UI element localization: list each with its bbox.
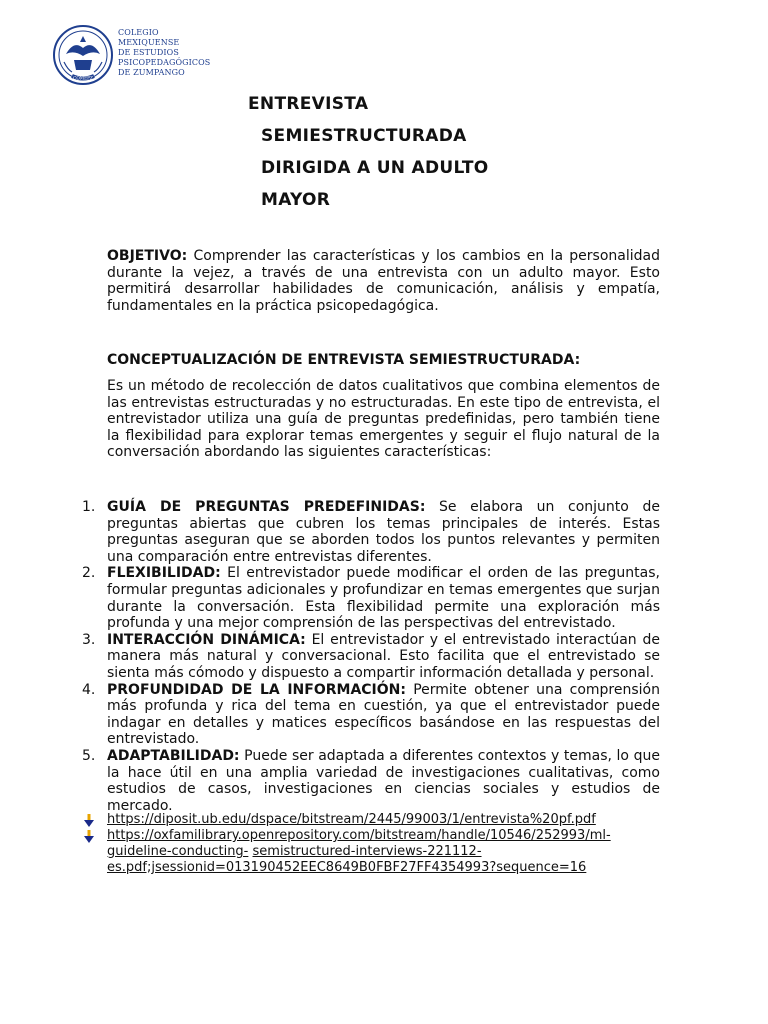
list-number: 2. xyxy=(82,565,96,582)
list-item xyxy=(82,499,660,565)
title-line: DIRIGIDA A UN ADULTO xyxy=(261,158,489,178)
college-name-line: DE ESTUDIOS xyxy=(118,48,179,57)
document-title xyxy=(248,88,488,216)
list-item-label: PROFUNDIDAD DE LA INFORMACIÓN: xyxy=(107,681,406,698)
list-number: 1. xyxy=(82,499,96,515)
references-list xyxy=(84,812,664,876)
objective-paragraph xyxy=(107,248,660,314)
list-item-label: INTERACCIÓN DINÁMICA: xyxy=(107,631,306,648)
reference-link[interactable]: https://diposit.ub.edu/dspace/bitstream/2445/99003/1/entrevista%20pf.pdf xyxy=(107,812,596,827)
college-name-line: PSICOPEDAGÓGICOS xyxy=(118,58,211,67)
title-line: MAYOR xyxy=(261,190,331,210)
reference-link[interactable]: https://oxfamilibrary.openrepository.com/bitstream/handle/10546/252993/ml-guideline-conducting- xyxy=(107,828,611,859)
list-item-text: El entrevistador puede modificar el orden de las preguntas, formular preguntas adicionales y profundizar en temas emergentes que surjan durante la conversación. Esta flexibilidad permite una exploración más profunda y una mejor comprensión de las perspectivas del entrevistado. xyxy=(107,565,660,632)
list-item-label: ADAPTABILIDAD: xyxy=(107,747,240,764)
list-number: 4. xyxy=(82,681,96,698)
seal-text: COMEPZ xyxy=(73,75,93,81)
title-line: ENTREVISTA xyxy=(248,94,369,114)
reference-link[interactable]: semistructured-interviews-221112-es.pdf;jsessionid=013190452EEC8649B0FBF27FF4354993?sequence=16 xyxy=(107,844,587,875)
arrow-bullet-icon xyxy=(84,830,94,844)
list-number: 3. xyxy=(82,631,96,648)
concept-heading: CONCEPTUALIZACIÓN DE ENTREVISTA SEMIESTRUCTURADA: xyxy=(107,352,581,368)
arrow-bullet-icon xyxy=(84,814,94,828)
title-line: SEMIESTRUCTURADA xyxy=(261,126,467,146)
college-name xyxy=(118,28,211,78)
college-logo xyxy=(52,24,211,88)
college-name-line: DE ZUMPANGO xyxy=(118,68,185,77)
list-item-text: Puede ser adaptada a diferentes contextos y temas, lo que la hace útil en una amplia variedad de investigaciones cualitativas, como estudios de casos, investigaciones en ciencias sociales y estudios de mercado. xyxy=(107,747,660,814)
objective-text: Comprender las características y los cambios en la personalidad durante la vejez, a través de una entrevista con un adulto mayor. Esto permitirá desarrollar habilidades de comunicación, análisis y empatía, fundamentales en la práctica psicopedagógica. xyxy=(107,248,660,314)
college-seal-icon xyxy=(52,24,114,86)
list-item-label: GUÍA DE PREGUNTAS PREDEFINIDAS: xyxy=(107,499,426,515)
list-item-text: El entrevistador y el entrevistado interactúan de manera más natural y conversacional. Esto facilita que el entrevistado se sienta más cómodo y dispuesto a compartir información detallada y personal. xyxy=(107,631,660,681)
reference-item xyxy=(84,812,664,828)
list-item xyxy=(82,631,660,682)
characteristics-list xyxy=(82,499,660,814)
list-item xyxy=(82,747,660,814)
college-name-line: COLEGIO xyxy=(118,28,159,37)
list-item-text: Permite obtener una comprensión más profunda y rica del tema en cuestión, ya que el entrevistador puede indagar en detalles y matices específicos basándose en las respuestas del entrevistado. xyxy=(107,681,660,748)
objective-label: OBJETIVO: xyxy=(107,248,188,264)
list-item-label: FLEXIBILIDAD: xyxy=(107,565,221,582)
concept-paragraph: Es un método de recolección de datos cualitativos que combina elementos de las entrevistas estructuradas y no estructuradas. En este tipo de entrevista, el entrevistador utiliza una guía de preguntas predefinidas, pero también tiene la flexibilidad para explorar temas emergentes y seguir el flujo natural de la conversación abordando las siguientes características: xyxy=(107,378,660,461)
list-item xyxy=(82,681,660,748)
college-name-line: MEXIQUENSE xyxy=(118,38,180,47)
reference-item xyxy=(84,828,664,876)
list-item-text: Se elabora un conjunto de preguntas abiertas que cubren los temas principales de interés. Estas preguntas aseguran que se aborden todos los puntos relevantes y permiten una comparación entre entrevistas diferentes. xyxy=(107,499,660,565)
list-item xyxy=(82,565,660,632)
list-number: 5. xyxy=(82,747,96,764)
